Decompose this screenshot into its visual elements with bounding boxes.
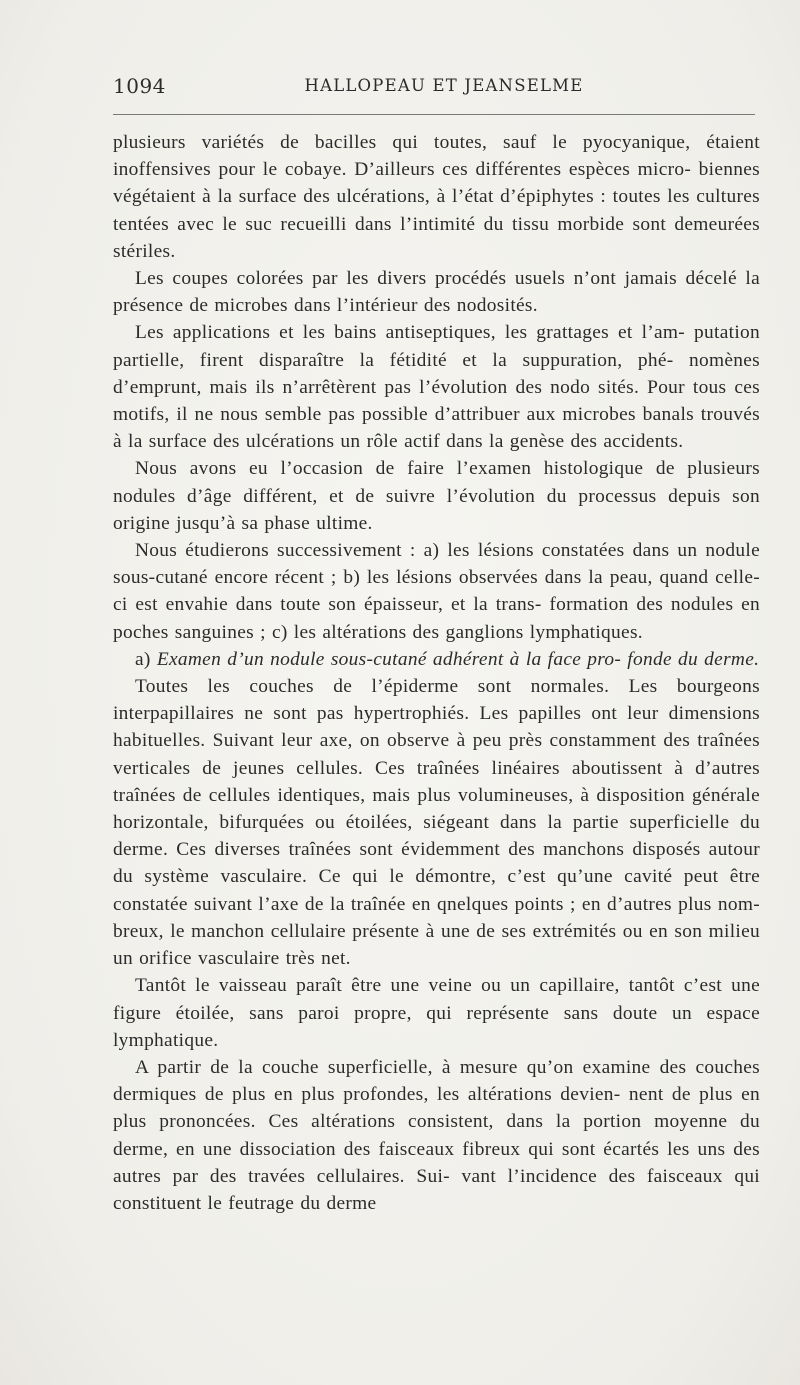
paragraph: A partir de la couche superficielle, à mesure qu’on examine des couches dermiques de plus en plus profondes, les altérations devien- nent de plus en plus prononcées. Ces altérations consistent, dans la portion moyenne du derme, en une dissociation des faisceaux fibreux qui sont écartés les uns des autres par des travées cellulaires. Sui- vant l’incidence des faisceaux qui constituent le feutrage du derme: [113, 1056, 760, 1214]
paragraph: Toutes les couches de l’épiderme sont normales. Les bourgeons interpapillaires ne sont pas hypertrophiés. Les papilles ont leur dimensions habituelles. Suivant leur axe, on observe à peu près constamment des traînées verticales de jeunes cellules. Ces traînées linéaires aboutissent à d’autres traînées de cellules identiques, mais plus volumineuses, à disposition générale horizontale, bifurquées ou étoilées, siégeant dans la partie superficielle du derme. Ces diverses traînées sont évidemment des manchons disposés autour du système vasculaire. Ce qui le démontre, c’est qu’une cavité peut être constatée suivant l’axe de la traînée en qnelques points ; en d’autres plus nom- breux, le manchon cellulaire présente à une de ses extrémités ou en son milieu un orifice vasculaire très net.: [113, 676, 760, 970]
subheading-letter: a): [135, 648, 151, 670]
page-header: [113, 74, 755, 102]
subheading-title: Examen d’un nodule sous-cutané adhérent à la face pro- fonde du derme.: [156, 648, 760, 670]
body-text: [113, 129, 760, 1217]
paragraph: Nous étudierons successivement : a) les lésions constatées dans un nodule sous-cutané encore récent ; b) les lésions observées dans la peau, quand celle-ci est envahie dans toute son épaisseur, et la trans- formation des nodules en poches sanguines ; c) les altérations des ganglions lymphatiques.: [113, 540, 760, 643]
paragraph: Tantôt le vaisseau paraît être une veine ou un capillaire, tantôt c’est une figure étoilée, sans paroi propre, qui représente sans doute un espace lymphatique.: [113, 975, 760, 1051]
running-title: HALLOPEAU ET JEANSELME: [304, 76, 584, 95]
header-rule: [113, 114, 755, 115]
paragraph: plusieurs variétés de bacilles qui toutes, sauf le pyocyanique, étaient inoffensives pour le cobaye. D’ailleurs ces différentes espèces micro- biennes végétaient à la surface des ulcérations, à l’état d’épiphytes : toutes les cultures tentées avec le suc recueilli dans l’intimité du tissu morbide sont demeurées stériles.: [113, 132, 760, 262]
paragraph: Les applications et les bains antiseptiques, les grattages et l’am- putation partielle, firent disparaître la fétidité et la suppuration, phé- nomènes d’emprunt, mais ils n’arrêtèrent pas l’évolution des nodo sités. Pour tous ces motifs, il ne nous semble pas possible d’attribuer aux microbes banals trouvés à la surface des ulcérations un rôle actif dans la genèse des accidents.: [113, 322, 760, 453]
paragraph: Les coupes colorées par les divers procédés usuels n’ont jamais décelé la présence de microbes dans l’intérieur des nodosités.: [113, 268, 760, 317]
section-subheading: [113, 646, 760, 673]
page-number: 1094: [113, 74, 166, 98]
paragraph: Nous avons eu l’occasion de faire l’examen histologique de plusieurs nodules d’âge différent, et de suivre l’évolution du processus depuis son origine jusqu’à sa phase ultime.: [113, 458, 760, 534]
